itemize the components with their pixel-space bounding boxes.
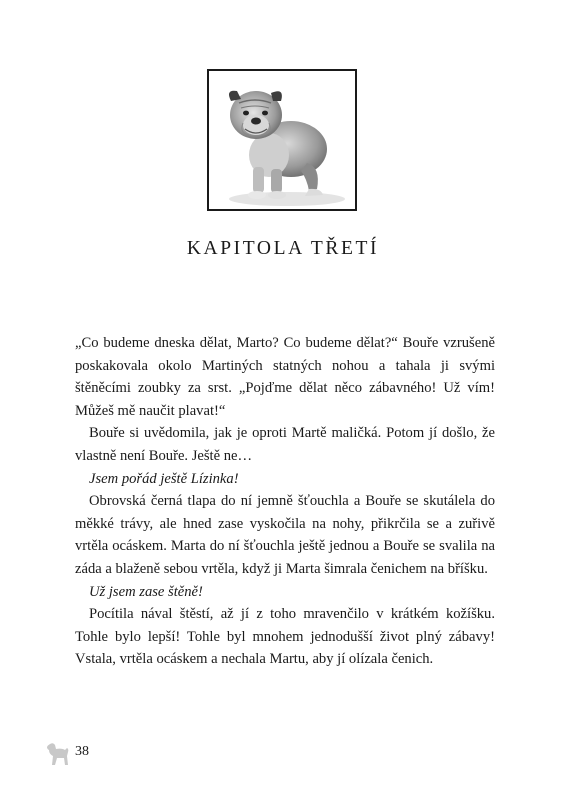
paragraph-6: Pocítila nával štěstí, až jí z toho mravenčilo v krátkém kožíšku. Tohle bylo lepší! Tohle byl mnohem jednodušší život plný zábavy! Vstala, vrtěla ocáskem a nechala Martu, aby jí olízala čenich.: [75, 606, 495, 668]
dog-silhouette-icon: [44, 740, 72, 768]
chapter-illustration-frame: [207, 69, 357, 211]
paragraph-3-italic: Jsem pořád ještě Lízinka!: [89, 470, 239, 487]
paragraph-1: „Co budeme dneska dělat, Marto? Co budeme dělat?“ Bouře vzrušeně poskakovala okolo Martiných statných nohou a tahala ji svými štěněcími zoubky za srst. „Pojďme dělat něco zábavného! Už vím! Můžeš mě naučit plavat!“: [75, 335, 495, 419]
body-text: [75, 332, 495, 671]
paragraph-2: Bouře si uvědomila, jak je oproti Martě maličká. Potom jí došlo, že vlastně není Bouře. Ještě ne…: [75, 425, 495, 464]
paragraph-5-italic: Už jsem zase štěně!: [89, 583, 203, 600]
bulldog-illustration: [209, 71, 355, 209]
paragraph-4: Obrovská černá tlapa do ní jemně šťouchla a Bouře se skutálela do měkké trávy, ale hned zase vyskočila na nohy, přikrčila se a zuřivě vrtěla ocáskem. Marta do ní šťouchla ještě jednou a Bouře se svalila na záda a blaženě sebou vrtěla, když ji Marta šimrala čenichem na bříšku.: [75, 493, 495, 577]
chapter-title: KAPITOLA TŘETÍ: [186, 238, 380, 259]
page-number: 38: [75, 744, 89, 759]
